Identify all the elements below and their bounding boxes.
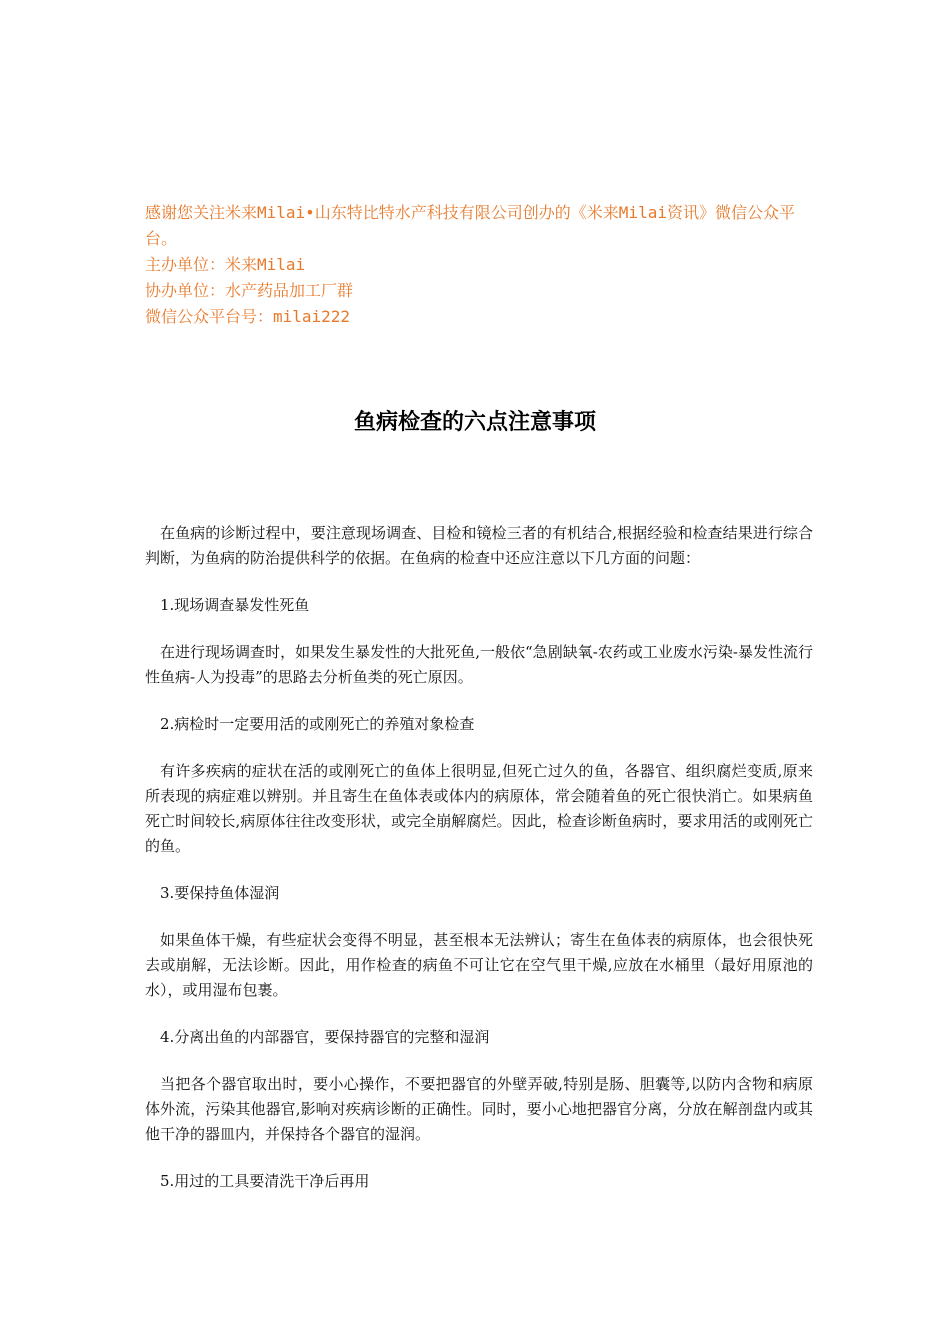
article-body	[145, 521, 813, 1216]
lead-paragraph: 在鱼病的诊断过程中，要注意现场调查、目检和镜检三者的有机结合,根据经验和检查结果进行综合判断，为鱼病的防治提供科学的依据。在鱼病的检查中还应注意以下几方面的问题：	[145, 524, 813, 567]
section-heading-2: 2.病检时一定要用活的或刚死亡的养殖对象检查	[160, 715, 475, 733]
section-text-2: 有许多疾病的症状在活的或刚死亡的鱼体上很明显,但死亡过久的鱼，各器官、组织腐烂变质,原来所表现的病症难以辨别。并且寄生在鱼体表或体内的病原体，常会随着鱼的死亡很快消亡。如果病鱼死亡时间较长,病原体往往改变形状，或完全崩解腐烂。因此，检查诊断鱼病时，要求用活的或刚死亡的鱼。	[145, 762, 813, 855]
section-heading-3: 3.要保持鱼体湿润	[160, 884, 280, 902]
section-text-3: 如果鱼体干燥，有些症状会变得不明显，甚至根本无法辨认；寄生在鱼体表的病原体，也会很快死去或崩解，无法诊断。因此，用作检查的病鱼不可让它在空气里干燥,应放在水桶里（最好用原池的水），或用湿布包裹。	[145, 931, 813, 999]
section-heading-1: 1.现场调查暴发性死鱼	[160, 596, 310, 614]
intro-host: 主办单位：米来Milai	[145, 255, 306, 274]
article-title: 鱼病检查的六点注意事项	[353, 409, 596, 435]
section-heading-5: 5.用过的工具要清洗干净后再用	[160, 1172, 370, 1190]
section-text-1: 在进行现场调查时，如果发生暴发性的大批死鱼,一般依“急剧缺氧-农药或工业废水污染-暴发性流行性鱼病-人为投毒”的思路去分析鱼类的死亡原因。	[145, 643, 813, 686]
section-heading-4: 4.分离出鱼的内部器官，要保持器官的完整和湿润	[160, 1028, 490, 1046]
intro-block	[145, 200, 825, 330]
intro-account: 微信公众平台号：milai222	[145, 307, 351, 326]
section-text-4: 当把各个器官取出时，要小心操作，不要把器官的外壁弄破,特别是肠、胆囊等,以防内含物和病原体外流，污染其他器官,影响对疾病诊断的正确性。同时，要小心地把器官分离，分放在解剖盘内或其他干净的器皿内，并保持各个器官的湿润。	[145, 1075, 813, 1143]
intro-cohost: 协办单位：水产药品加工厂群	[145, 281, 354, 300]
intro-thanks: 感谢您关注米来Milai•山东特比特水产科技有限公司创办的《米来Milai资讯》微信公众平台。	[145, 203, 795, 248]
